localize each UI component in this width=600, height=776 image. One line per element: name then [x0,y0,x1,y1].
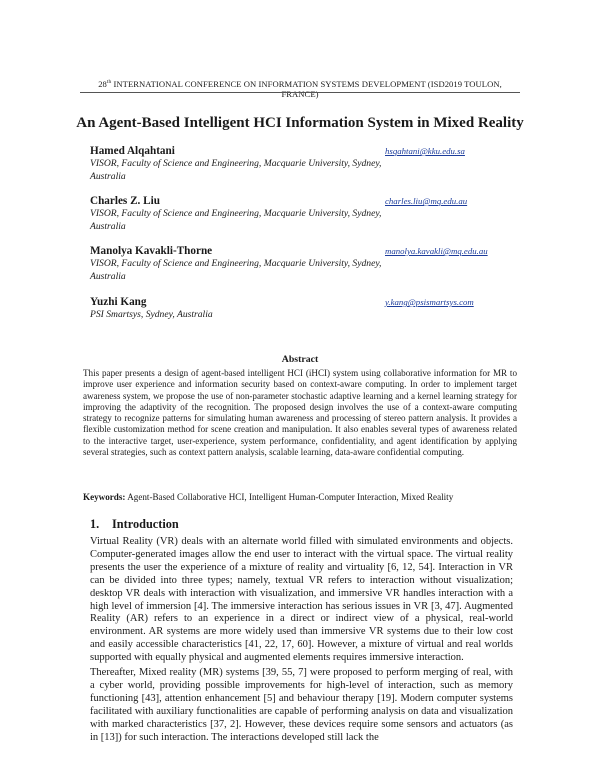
author-email[interactable]: y.kang@psismartsys.com [385,297,474,307]
conference-number-suffix: th [106,79,112,86]
conference-number: 28 [98,79,107,89]
author-email[interactable]: charles.liu@mq.edu.au [385,196,468,206]
section-number: 1. [90,517,100,531]
author-name: Charles Z. Liu [90,195,160,207]
keywords-text: Agent-Based Collaborative HCI, Intelligent Human-Computer Interaction, Mixed Reality [127,492,454,502]
author-affiliation: VISOR, Faculty of Science and Engineering, Macquarie University, Sydney, Australia [90,158,382,182]
author-affiliation: PSI Smartsys, Sydney, Australia [90,309,213,320]
paper-title: An Agent-Based Intelligent HCI Information System in Mixed Reality [76,115,524,131]
abstract-heading: Abstract [281,354,319,365]
conference-header [80,79,520,99]
section-title: Introduction [112,517,179,531]
author-name: Hamed Alqahtani [90,145,175,157]
author-affiliation: VISOR, Faculty of Science and Engineering, Macquarie University, Sydney, Australia [90,258,382,282]
abstract-text: This paper presents a design of agent-based intelligent HCI (iHCI) system using collaborative information for MR to improve user experience and information security based on context-aware computing. In order to implement target awareness system, we propose the use of non-parameter stochastic adaptive learning and a kernel learning strategy for improving the adaptivity of the recognition. The proposed design involves the use of a context-aware computing strategy to recognize patterns for simulating human awareness and processing of stereo pattern analysis. It provides a flexible customization method for scene creation and manipulation. It also enables several types of awareness related to the interactive target, user-experience, system performance, confidentiality, and agent identification by applying several strategies, such as context pattern analysis, scalable learning, data-aware confidential computing. [83,368,517,458]
author-name: Manolya Kavakli-Thorne [90,245,213,257]
section-heading [90,517,179,532]
conference-name: INTERNATIONAL CONFERENCE ON INFORMATION SYSTEMS DEVELOPMENT (ISD2019 TOULON, FRANCE) [113,79,502,99]
keywords-label: Keywords: [83,492,126,502]
body-paragraph: Thereafter, Mixed reality (MR) systems [39, 55, 7] were proposed to perform merging of real, with a cyber world, providing possible improvements for high-level of interaction, such as memory functioning [43], attention enhancement [5] and behaviour therapy [19]. Modern computer systems facilitated with auxiliary functionalities are capable of performing analysis on data and visualization with marked characteristics [37, 2]. However, these devices require some sensors and actuators (as in [13]) for such interaction. The interactions developed still lack the [90,667,513,743]
header-divider [80,92,520,93]
keywords [83,492,523,502]
author-email[interactable]: manolya.kavakli@mq.edu.au [385,246,488,256]
author-email[interactable]: hsqahtani@kku.edu.sa [385,146,465,156]
author-affiliation: VISOR, Faculty of Science and Engineering, Macquarie University, Sydney, Australia [90,208,382,232]
author-name: Yuzhi Kang [90,296,147,308]
body-paragraph: Virtual Reality (VR) deals with an alternate world filled with simulated environments and objects. Computer-generated images allow the end user to interact with the virtual space. The virtual reality presents the user the experience of a mixture of reality and virtuality [6, 12, 54]. Interaction in VR can be divided into three types; namely, textual VR refers to interaction without visualization; desktop VR deals with interaction with visualization, and immersive VR handles interaction with a high level of immersion [4]. The immersive interaction has serious issues in VR [3, 47]. Augmented Reality (AR) refers to an experience in a direct or indirect view of a physical, real-world environment. AR systems are more widely used than immersive VR systems due to their low cost and easily accessible characteristics [41, 22, 17, 60]. However, a mixture of virtual and real worlds supported with equally physical and augmented elements requires immersive interaction. [90,536,513,664]
